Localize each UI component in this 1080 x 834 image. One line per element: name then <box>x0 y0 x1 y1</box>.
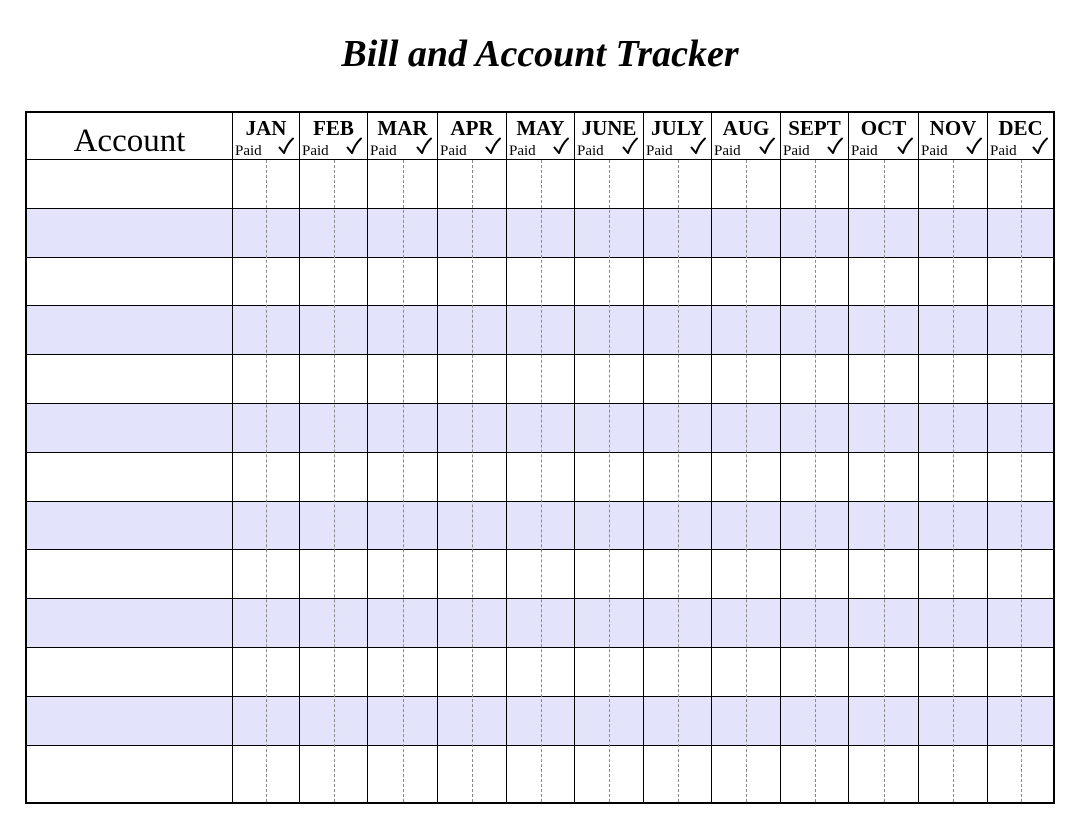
paid-label: Paid <box>302 143 329 159</box>
month-name: NOV <box>929 116 977 140</box>
paid-divider <box>884 160 885 802</box>
month-column-aug <box>712 113 781 802</box>
paid-divider <box>472 160 473 802</box>
month-column-sept <box>781 113 849 802</box>
check-icon <box>553 137 569 155</box>
month-header <box>712 113 780 160</box>
month-column-june <box>575 113 644 802</box>
tracker-grid <box>25 111 1055 804</box>
month-name: SEPT <box>788 116 841 140</box>
month-column-nov <box>919 113 988 802</box>
paid-divider <box>815 160 816 802</box>
month-name: AUG <box>722 116 770 140</box>
check-icon <box>897 137 913 155</box>
month-header <box>644 113 711 160</box>
paid-divider <box>953 160 954 802</box>
month-column-jan <box>233 113 300 802</box>
paid-divider <box>678 160 679 802</box>
check-icon <box>278 137 294 155</box>
paid-label: Paid <box>646 143 673 159</box>
month-header <box>507 113 574 160</box>
check-icon <box>346 137 362 155</box>
paid-label: Paid <box>370 143 397 159</box>
paid-label: Paid <box>921 143 948 159</box>
paid-divider <box>266 160 267 802</box>
month-column-feb <box>300 113 368 802</box>
check-icon <box>485 137 501 155</box>
account-header: Account <box>27 113 232 160</box>
month-header <box>300 113 367 160</box>
paid-divider <box>541 160 542 802</box>
paid-label: Paid <box>990 143 1017 159</box>
month-column-apr <box>438 113 507 802</box>
check-icon <box>759 137 775 155</box>
month-header <box>781 113 848 160</box>
month-header <box>368 113 437 160</box>
paid-label: Paid <box>783 143 810 159</box>
month-header <box>233 113 299 160</box>
paid-label: Paid <box>851 143 878 159</box>
month-column-dec <box>988 113 1053 802</box>
month-header <box>438 113 506 160</box>
paid-label: Paid <box>235 143 262 159</box>
month-column-oct <box>849 113 919 802</box>
paid-divider <box>609 160 610 802</box>
month-name: FEB <box>313 116 354 140</box>
month-column-mar <box>368 113 438 802</box>
month-column-may <box>507 113 575 802</box>
account-column <box>27 113 233 802</box>
paid-label: Paid <box>440 143 467 159</box>
month-name: APR <box>450 116 494 140</box>
check-icon <box>827 137 843 155</box>
paid-label: Paid <box>509 143 536 159</box>
month-header <box>575 113 643 160</box>
paid-divider <box>746 160 747 802</box>
month-name: JUNE <box>581 116 637 140</box>
month-name: JULY <box>651 116 704 140</box>
paid-divider <box>334 160 335 802</box>
month-name: DEC <box>998 116 1043 140</box>
month-name: MAR <box>377 116 428 140</box>
month-name: MAY <box>516 116 565 140</box>
paid-divider <box>403 160 404 802</box>
paid-divider <box>1021 160 1022 802</box>
page-title: Bill and Account Tracker <box>341 33 739 75</box>
check-icon <box>416 137 432 155</box>
check-icon <box>1032 137 1048 155</box>
check-icon <box>690 137 706 155</box>
month-header <box>988 113 1053 160</box>
check-icon <box>622 137 638 155</box>
month-column-july <box>644 113 712 802</box>
paid-label: Paid <box>577 143 604 159</box>
month-name: OCT <box>860 116 907 140</box>
month-header <box>919 113 987 160</box>
month-header <box>849 113 918 160</box>
month-name: JAN <box>245 116 287 140</box>
paid-label: Paid <box>714 143 741 159</box>
check-icon <box>966 137 982 155</box>
